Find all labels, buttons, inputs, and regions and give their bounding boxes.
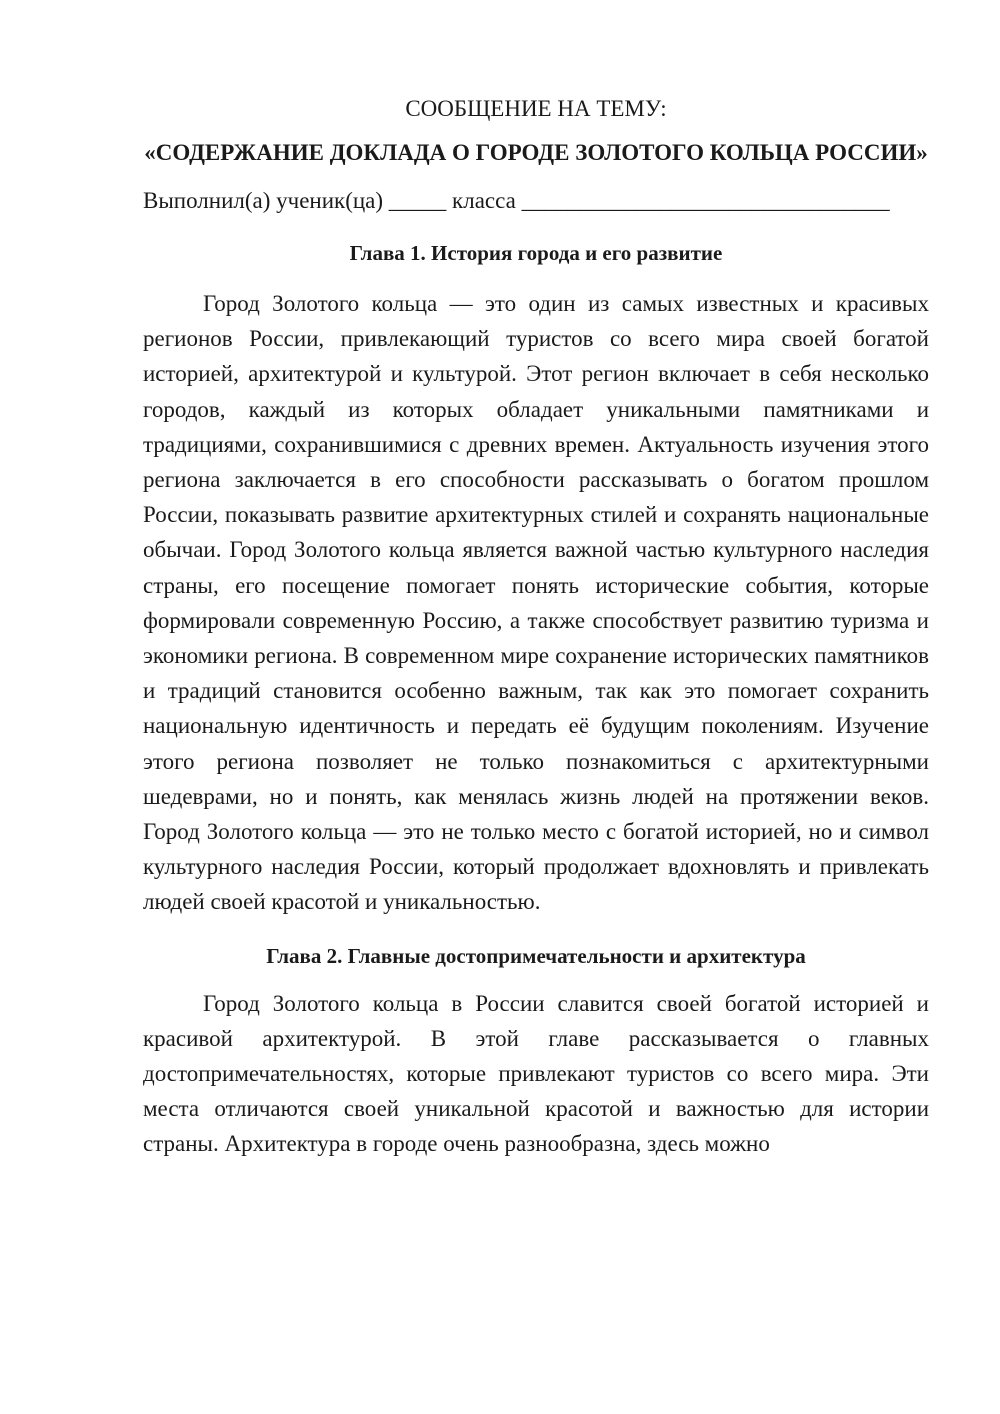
chapter-2-title: Глава 2. Главные достопримечательности и архитектура	[266, 943, 806, 968]
document-page	[143, 92, 929, 1162]
chapter-1-paragraph: Город Золотого кольца — это один из самых известных и красивых регионов России, привлекающий туристов со всего мира своей богатой историей, архитектурой и культурой. Этот регион включает в себя несколько городов, каждый из которых обладает уникальными памятниками и традициями, сохранившимися с древних времен. Актуальность изучения этого региона заключается в его способности рассказывать о богатом прошлом России, показывать развитие архитектурных стилей и сохранять национальные обычаи. Город Золотого кольца является важной частью культурного наследия страны, его посещение помогает понять исторические события, которые формировали современную Россию, а также способствует развитию туризма и экономики региона. В современном мире сохранение исторических памятников и традиций становится особенно важным, так как это помогает сохранить национальную идентичность и передать её будущим поколениям. Изучение этого региона позволяет не только познакомиться с архитектурными шедеврами, но и понять, как менялась жизнь людей на протяжении веков. Город Золотого кольца — это не только место с богатой историей, но и символ культурного наследия России, который продолжает вдохновлять и привлекать людей своей красотой и уникальностью.	[143, 291, 929, 915]
author-line: Выполнил(а) ученик(ца) _____ класса ________________________________	[143, 188, 890, 213]
chapter-2-paragraph: Город Золотого кольца в России славится своей богатой историей и красивой архитектурой. В этой главе рассказывается о главных достопримечательностях, которые привлекают туристов со всего мира. Эти места отличаются своей уникальной красотой и важностью для истории страны. Архитектура в городе очень разнообразна, здесь можно	[143, 990, 929, 1157]
chapter-1-title: Глава 1. История города и его развитие	[349, 241, 723, 265]
document-header: СООБЩЕНИЕ НА ТЕМУ:	[405, 96, 667, 121]
document-title: «СОДЕРЖАНИЕ ДОКЛАДА О ГОРОДЕ ЗОЛОТОГО КОЛЬЦА РОССИИ»	[144, 140, 928, 165]
